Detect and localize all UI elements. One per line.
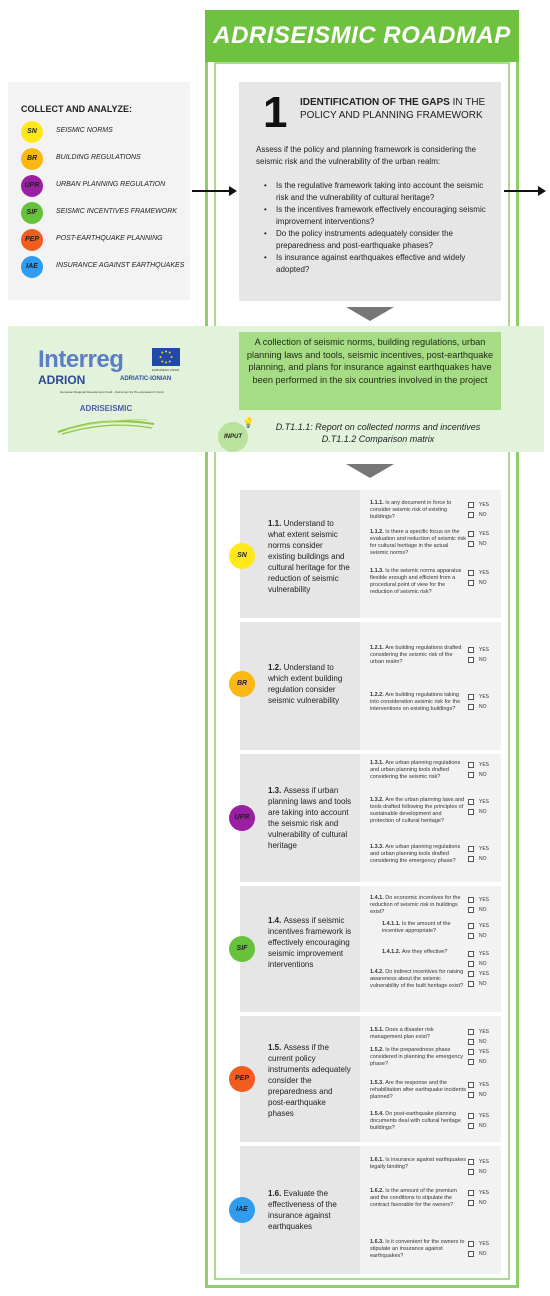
iae-badge: IAE [229,1197,255,1223]
sif-badge: SIF [21,202,43,224]
yes-checkbox[interactable] [468,569,498,577]
gaps-bullet-list [260,180,492,276]
sif-badge: SIF [229,936,255,962]
checkbox-square[interactable] [468,933,474,939]
section-title: 1.2. Understand to which extent building regulation consider seismic vulnerability [268,663,343,705]
yes-label: YES [479,1049,490,1055]
gaps-intro: Assess if the policy and planning framework is considering the seismic risk and the vulnerability of the urban realm: [256,145,477,166]
no-label: NO [479,657,487,663]
question-text: 1.2.1. Are building regulations drafted considering the seismic risk of the urban realm? [370,645,462,665]
checkbox-square[interactable] [468,1082,474,1088]
eu-label: EUROPEAN UNION [152,368,180,372]
yes-label: YES [479,502,490,508]
section-title: 1.3. Assess if urban planning laws and tools are taking into account the seismic risk and vulnerability of cultural heritage [268,786,352,850]
question-text: 1.2.2. Are building regulations taking into consideration seismic risk for the interventions on existing buildings? [370,692,461,712]
gaps-bullet: • Is the regulative framework taking into account the seismic risk and the vulnerability of cultural heritage? [260,180,492,203]
checkbox-square[interactable] [468,531,474,537]
legend-label: URBAN PLANNING REGULATION [56,181,166,188]
yes-checkbox[interactable] [468,501,498,509]
yes-label: YES [479,1029,490,1035]
no-label: NO [479,580,487,586]
adriseismic-label: ADRISEISMIC [79,404,133,413]
no-checkbox[interactable] [468,1199,498,1207]
no-checkbox[interactable] [468,855,498,863]
no-checkbox[interactable] [468,656,498,664]
legend-item-iae [21,256,191,278]
no-checkbox[interactable] [468,511,498,519]
no-label: NO [479,541,487,547]
section-title: 1.6. Evaluate the effectiveness of the insurance against earthquakes [268,1189,337,1231]
yes-checkbox[interactable] [468,922,498,930]
no-label: NO [479,1059,487,1065]
checkbox-square[interactable] [468,704,474,710]
yes-checkbox[interactable] [468,1112,498,1120]
gaps-title [300,96,496,122]
input-line-1: D.T1.1.1: Report on collected norms and incentives [275,422,481,432]
no-checkbox[interactable] [468,771,498,779]
checkbox-square[interactable] [468,897,474,903]
yes-label: YES [479,951,490,957]
no-label: NO [479,961,487,967]
legend-item-sif [21,202,191,224]
down-arrow-2 [346,464,394,478]
sn-badge: SN [21,121,43,143]
checkbox-square[interactable] [468,647,474,653]
checkbox-square[interactable] [468,923,474,929]
yes-checkbox[interactable] [468,798,498,806]
checkbox-square[interactable] [468,1123,474,1129]
adrion-label: ADRION [38,373,86,387]
no-label: NO [479,809,487,815]
br-badge: BR [21,148,43,170]
yes-label: YES [479,1241,490,1247]
checkbox-square[interactable] [468,1241,474,1247]
yes-checkbox[interactable] [468,1240,498,1248]
checkbox-square[interactable] [468,1059,474,1065]
upr-badge: UPR [229,805,255,831]
adriatic-label: ADRIATIC-IONIAN [120,376,172,382]
checkbox-square[interactable] [468,694,474,700]
legend-label: SEISMIC INCENTIVES FRAMEWORK [56,208,177,215]
legend-label: BUILDING REGULATIONS [56,154,141,161]
checkbox-square[interactable] [468,981,474,987]
eu-flag-icon [152,348,180,366]
input-line-2: D.T1.1.2 Comparison matrix [321,434,435,444]
collect-title: COLLECT AND ANALYZE: [21,104,132,114]
yes-checkbox[interactable] [468,950,498,958]
checkbox-square[interactable] [468,512,474,518]
checkbox-square[interactable] [468,1113,474,1119]
gaps-bullet: • Do the policy instruments adequately consider the preparedness and post-earthquake phases? [260,228,492,251]
question-text: 1.4.2. Do indirect incentives for raising awareness about the seismic vulnerability of the built heritage exist? [370,969,464,989]
yes-label: YES [479,1190,490,1196]
section-br-questions [360,622,501,750]
no-label: NO [479,1251,487,1257]
no-label: NO [479,907,487,913]
yes-label: YES [479,1159,490,1165]
gaps-title-bold: IDENTIFICATION OF THE GAPS [300,97,450,108]
no-label: NO [479,981,487,987]
legend-label: INSURANCE AGAINST EARTHQUAKES [56,262,185,269]
question-text: 1.4.1.2. Are they effective? [382,949,448,955]
question-text: 1.3.1. Are urban planning regulations and urban planning tools drafted considering the seismic risk? [370,760,461,780]
gaps-title-rest: IN THE POLICY AND PLANNING FRAMEWORK [300,97,486,121]
checkbox-square[interactable] [468,907,474,913]
yes-checkbox[interactable] [468,896,498,904]
interreg-logo [22,340,190,438]
no-label: NO [479,1169,487,1175]
no-checkbox[interactable] [468,1058,498,1066]
no-label: NO [479,1039,487,1045]
yes-label: YES [479,1082,490,1088]
legend-label: SEISMIC NORMS [56,127,113,134]
yes-label: YES [479,647,490,653]
down-arrow-1 [346,307,394,321]
yes-checkbox[interactable] [468,1158,498,1166]
checkbox-square[interactable] [468,657,474,663]
yes-checkbox[interactable] [468,761,498,769]
yes-label: YES [479,531,490,537]
checkbox-square[interactable] [468,570,474,576]
no-label: NO [479,856,487,862]
checkbox-square[interactable] [468,502,474,508]
no-label: NO [479,1200,487,1206]
legend-item-br [21,148,191,170]
no-checkbox[interactable] [468,1038,498,1046]
no-checkbox[interactable] [468,703,498,711]
legend-item-pep [21,229,191,251]
arrow-in-head [229,186,237,196]
checkbox-square[interactable] [468,1159,474,1165]
no-checkbox[interactable] [468,1122,498,1130]
yes-checkbox[interactable] [468,1028,498,1036]
checkbox-square[interactable] [468,772,474,778]
checkbox-square[interactable] [468,541,474,547]
arrow-out-head [538,186,546,196]
no-label: NO [479,1123,487,1129]
checkbox-square[interactable] [468,1049,474,1055]
section-title: 1.1. Understand to what extent seismic norms consider existing buildings and cultural heritage for the reduction of seismic vulnerability [268,519,350,594]
yes-label: YES [479,799,490,805]
step-number: 1 [263,88,288,137]
checkbox-square[interactable] [468,951,474,957]
yes-label: YES [479,897,490,903]
gaps-bullet: • Is the incentives framework effectively encouraging seismic improvement interventions? [260,204,492,227]
yes-label: YES [479,923,490,929]
legend-item-upr [21,175,191,197]
yes-label: YES [479,762,490,768]
checkbox-square[interactable] [468,1190,474,1196]
no-checkbox[interactable] [468,1168,498,1176]
arrow-out-line [504,190,538,192]
no-label: NO [479,1092,487,1098]
question-text: 1.4.1. Do economic incentives for the reduction of seismic risk in buildings exist? [370,895,461,915]
checkbox-square[interactable] [468,971,474,977]
checkbox-square[interactable] [468,1169,474,1175]
no-checkbox[interactable] [468,932,498,940]
question-text: 1.5.4. Do post-earthquake planning documents deal with cultural heritage buildings? [370,1111,461,1131]
question-text: 1.1.2. Is there a specific focus on the evaluation and reduction of seismic risk for cultural heritage in the actual seismic norms? [370,529,466,556]
question-text: 1.5.2. Is the preparedness phase considered in planning the emergency phase? [370,1047,463,1067]
roadmap-title: ADRISEISMIC ROADMAP [205,10,519,62]
yes-checkbox[interactable] [468,693,498,701]
yes-label: YES [479,971,490,977]
yes-label: YES [479,1113,490,1119]
interreg-wordmark: Interreg [38,346,124,373]
input-deliverables [254,421,502,445]
no-checkbox[interactable] [468,1091,498,1099]
arrow-in-line [192,190,229,192]
legend-label: POST-EARTHQUAKE PLANNING [56,235,163,242]
question-text: 1.3.2. Are the urban planning laws and tools drafted following the principles of sustainable development and protection of cultural heritage? [370,797,465,824]
upr-badge: UPR [21,175,43,197]
no-label: NO [479,772,487,778]
yes-label: YES [479,846,490,852]
no-label: NO [479,512,487,518]
no-checkbox[interactable] [468,579,498,587]
no-checkbox[interactable] [468,906,498,914]
yes-label: YES [479,570,490,576]
checkbox-square[interactable] [468,846,474,852]
checkbox-square[interactable] [468,1200,474,1206]
checkbox-square[interactable] [468,1039,474,1045]
pep-badge: PEP [21,229,43,251]
yes-label: YES [479,694,490,700]
input-badge: INPUT [218,422,248,452]
question-text: 1.3.3. Are urban planning regulations and urban planning tools drafted considering the emergency phase? [370,844,461,864]
question-text: 1.5.1. Does a disaster risk management plan exist? [370,1027,434,1040]
question-text: 1.6.3. Is it convenient for the owners to stipulate an insurance against earthquakes? [370,1239,465,1259]
section-title: 1.4. Assess if seismic incentives framework is effectively encouraging seismic improvement interventions [268,916,352,969]
legend-item-sn [21,121,191,143]
fund-label: European Regional Development Fund - Instrument for Pre-Accession II Fund [60,390,164,394]
lightbulb-icon: 💡 [242,418,255,429]
pep-badge: PEP [229,1066,255,1092]
no-checkbox[interactable] [468,980,498,988]
gaps-bullet: • Is insurance against earthquakes effective and widely adopted? [260,252,492,275]
question-text: 1.5.3. Are the response and the rehabilitation after earthquake incidents planned? [370,1080,467,1100]
question-text: 1.1.1. Is any document in force to consider seismic risk of existing buildings? [370,500,452,520]
checkbox-square[interactable] [468,856,474,862]
yes-checkbox[interactable] [468,530,498,538]
no-checkbox[interactable] [468,960,498,968]
yes-checkbox[interactable] [468,646,498,654]
yes-checkbox[interactable] [468,1048,498,1056]
checkbox-square[interactable] [468,1092,474,1098]
checkbox-square[interactable] [468,580,474,586]
checkbox-square[interactable] [468,961,474,967]
checkbox-square[interactable] [468,1029,474,1035]
no-checkbox[interactable] [468,540,498,548]
yes-checkbox[interactable] [468,970,498,978]
no-label: NO [479,704,487,710]
question-text: 1.6.2. Is the amount of the premium and the conditions to stipulate the contract favorable for the owners? [370,1188,457,1208]
checkbox-square[interactable] [468,1251,474,1257]
section-title: 1.5. Assess if the current policy instruments adequately consider the preparedness and post-earthquake phases [268,1043,351,1118]
question-text: 1.1.3. Is the seismic norms apparatus flexible enough and efficient from a procedural point of view for the reduction of seismic risk? [370,568,462,595]
question-text: 1.6.1. Is insurance against earthquakes legally binding? [370,1157,467,1170]
checkbox-square[interactable] [468,762,474,768]
checkbox-square[interactable] [468,799,474,805]
br-badge: BR [229,671,255,697]
no-label: NO [479,933,487,939]
no-checkbox[interactable] [468,1250,498,1258]
yes-checkbox[interactable] [468,1189,498,1197]
question-text: 1.4.1.1. Is the amount of the incentive appropriate? [382,921,451,934]
collection-text: A collection of seismic norms, building regulations, urban planning laws and tools, seismic incentives, post-earthquake planning, and plans for insurance against earthquakes have been performed in the six countries involved in the project [246,337,494,385]
yes-checkbox[interactable] [468,1081,498,1089]
yes-checkbox[interactable] [468,845,498,853]
no-checkbox[interactable] [468,808,498,816]
sn-badge: SN [229,543,255,569]
wave-logo-icon [56,416,156,436]
iae-badge: IAE [21,256,43,278]
checkbox-square[interactable] [468,809,474,815]
